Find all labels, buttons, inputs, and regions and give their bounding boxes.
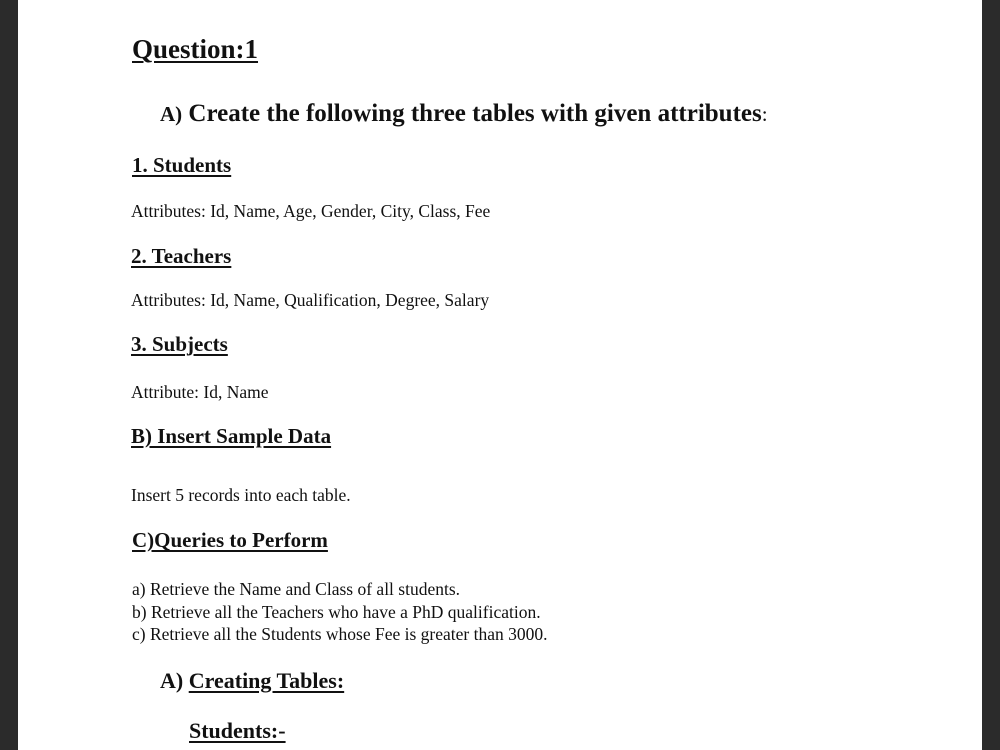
query-item: c) Retrieve all the Students whose Fee is greater than 3000. bbox=[132, 624, 548, 644]
teachers-attributes: Attributes: Id, Name, Qualification, Degree, Salary bbox=[131, 290, 490, 310]
students-heading: 1. Students bbox=[132, 153, 232, 177]
query-item: b) Retrieve all the Teachers who have a PhD qualification. bbox=[132, 602, 541, 622]
students-subheading: Students:- bbox=[189, 718, 286, 743]
creating-tables-heading bbox=[160, 670, 344, 692]
queries-heading: C)Queries to Perform bbox=[132, 528, 328, 552]
insert-data-text: Insert 5 records into each table. bbox=[131, 485, 351, 505]
question-title: Question:1 bbox=[132, 34, 259, 64]
document-page bbox=[18, 0, 982, 750]
query-item: a) Retrieve the Name and Class of all students. bbox=[132, 579, 461, 599]
subjects-heading: 3. Subjects bbox=[131, 332, 228, 356]
part-a-heading bbox=[160, 101, 768, 126]
students-attributes: Attributes: Id, Name, Age, Gender, City, Class, Fee bbox=[131, 201, 491, 221]
insert-data-heading: B) Insert Sample Data bbox=[131, 424, 332, 448]
creating-tables-title: Creating Tables: bbox=[188, 668, 345, 693]
part-a-colon: : bbox=[761, 102, 768, 126]
part-a-text: Create the following three tables with given attributes bbox=[188, 100, 762, 127]
creating-prefix: A) bbox=[160, 668, 184, 693]
subjects-attributes: Attribute: Id, Name bbox=[131, 382, 269, 402]
teachers-heading: 2. Teachers bbox=[131, 244, 232, 268]
part-a-prefix: A) bbox=[160, 102, 183, 126]
